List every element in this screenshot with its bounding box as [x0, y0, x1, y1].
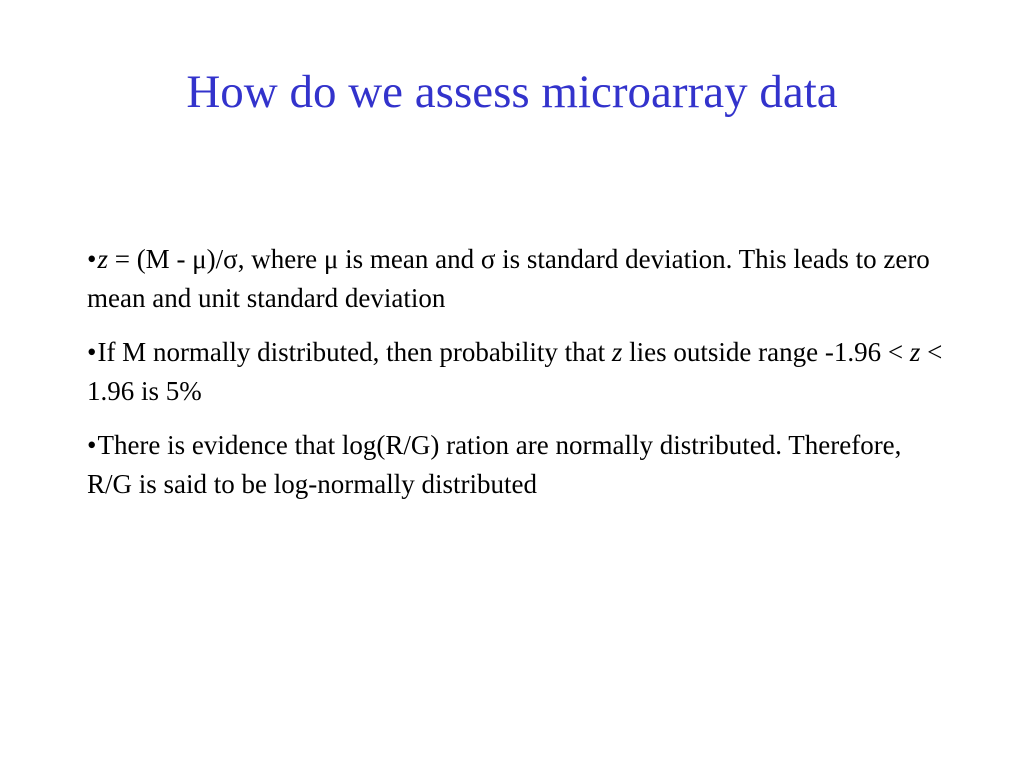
bullet-item-normal-distribution [87, 333, 947, 411]
bullet-text: lies outside range -1.96 < [622, 337, 910, 367]
variable-z: z [611, 337, 623, 367]
bullet-text: There is evidence that log(R/G) ration are normally distributed. Therefore, R/G is said to be log-normally distributed [87, 430, 902, 499]
bullet-text: = (M - μ)/σ, where μ is mean and σ is standard deviation. This leads to zero mean and unit standard deviation [87, 244, 930, 313]
bullet-text: If M normally distributed, then probability that [97, 337, 612, 367]
slide-body [87, 240, 947, 519]
bullet-item-log-normal [87, 426, 947, 504]
bullet-item-z-score [87, 240, 947, 318]
variable-z: z [909, 337, 921, 367]
bullet-marker: • [87, 337, 97, 367]
bullet-text: < 1.96 is 5% [87, 337, 943, 406]
bullet-marker: • [87, 244, 97, 274]
variable-z: z [97, 244, 108, 274]
bullet-marker: • [87, 430, 97, 460]
slide-title: How do we assess microarray data [186, 66, 838, 118]
